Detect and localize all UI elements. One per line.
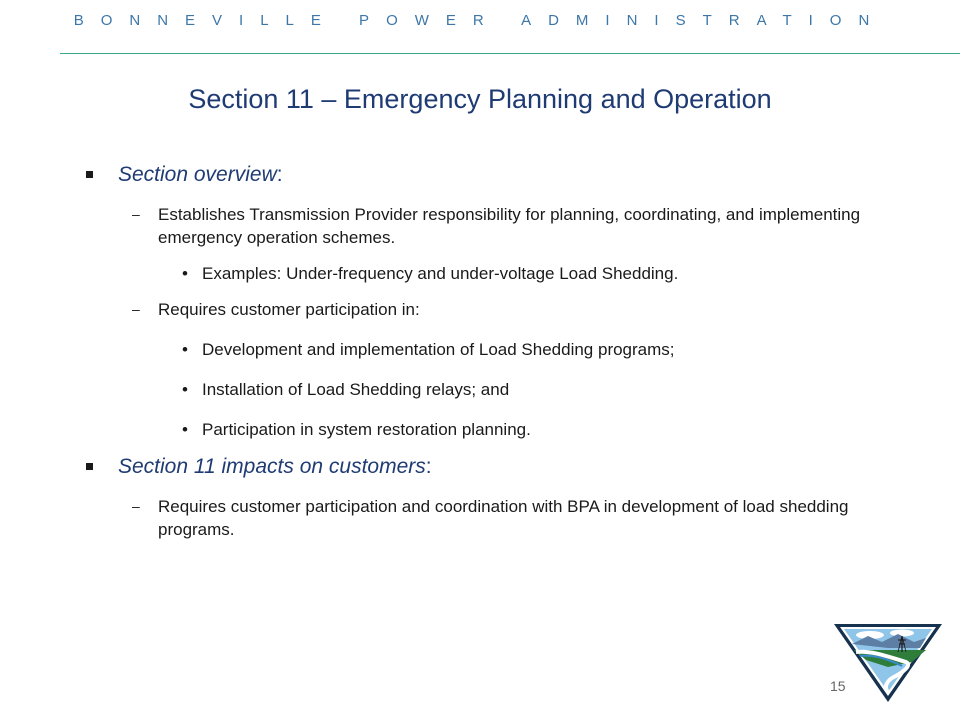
- bullet-colon: :: [276, 163, 283, 186]
- bullet-section-overview: [80, 162, 900, 187]
- bpa-triangle-logo-icon: [832, 622, 944, 704]
- sub-sub-bullet-installation: [80, 378, 900, 401]
- bullet-section-impacts: [80, 454, 900, 479]
- sub-bullet-responsibility: [80, 203, 900, 249]
- sub-bullet-coordination: [80, 495, 900, 541]
- organization-name: BONNEVILLE POWER ADMINISTRATION: [73, 12, 887, 29]
- page-number: 15: [830, 678, 846, 694]
- square-bullet-icon: [86, 171, 93, 178]
- sub-sub-bullet-text: Participation in system restoration planning.: [202, 420, 531, 440]
- bullet-heading: Section overview: [118, 163, 277, 186]
- dot-bullet-icon: •: [182, 380, 188, 400]
- dot-bullet-icon: •: [182, 264, 188, 284]
- sub-sub-bullet-text: Examples: Under-frequency and under-voltage Load Shedding.: [202, 264, 679, 284]
- slide-header: [0, 0, 960, 52]
- bullet-heading: Section 11 impacts on customers: [118, 455, 426, 479]
- sub-bullet-text: Establishes Transmission Provider responsibility for planning, coordinating, and implementing emergency operation schemes.: [158, 205, 861, 248]
- header-divider: [60, 53, 960, 54]
- bullet-colon: :: [425, 455, 432, 479]
- sub-sub-bullet-examples: [80, 262, 900, 285]
- slide-title: Section 11 – Emergency Planning and Operation: [188, 84, 772, 114]
- dot-bullet-icon: •: [182, 420, 188, 440]
- sub-bullet-text: Requires customer participation in:: [158, 300, 420, 320]
- square-bullet-icon: [86, 463, 93, 470]
- slide-content: [80, 162, 900, 541]
- dash-icon: –: [132, 301, 140, 318]
- sub-bullet-requires: [80, 298, 900, 321]
- sub-sub-bullet-text: Installation of Load Shedding relays; and: [202, 380, 510, 400]
- sub-sub-bullet-restoration: [80, 418, 900, 441]
- sub-bullet-text: Requires customer participation and coordination with BPA in development of load shedding programs.: [158, 497, 849, 540]
- dash-icon: –: [132, 206, 140, 223]
- dot-bullet-icon: •: [182, 340, 188, 360]
- sub-sub-bullet-text: Development and implementation of Load Shedding programs;: [202, 340, 675, 360]
- dash-icon: –: [132, 498, 140, 515]
- sub-sub-bullet-development: [80, 338, 900, 361]
